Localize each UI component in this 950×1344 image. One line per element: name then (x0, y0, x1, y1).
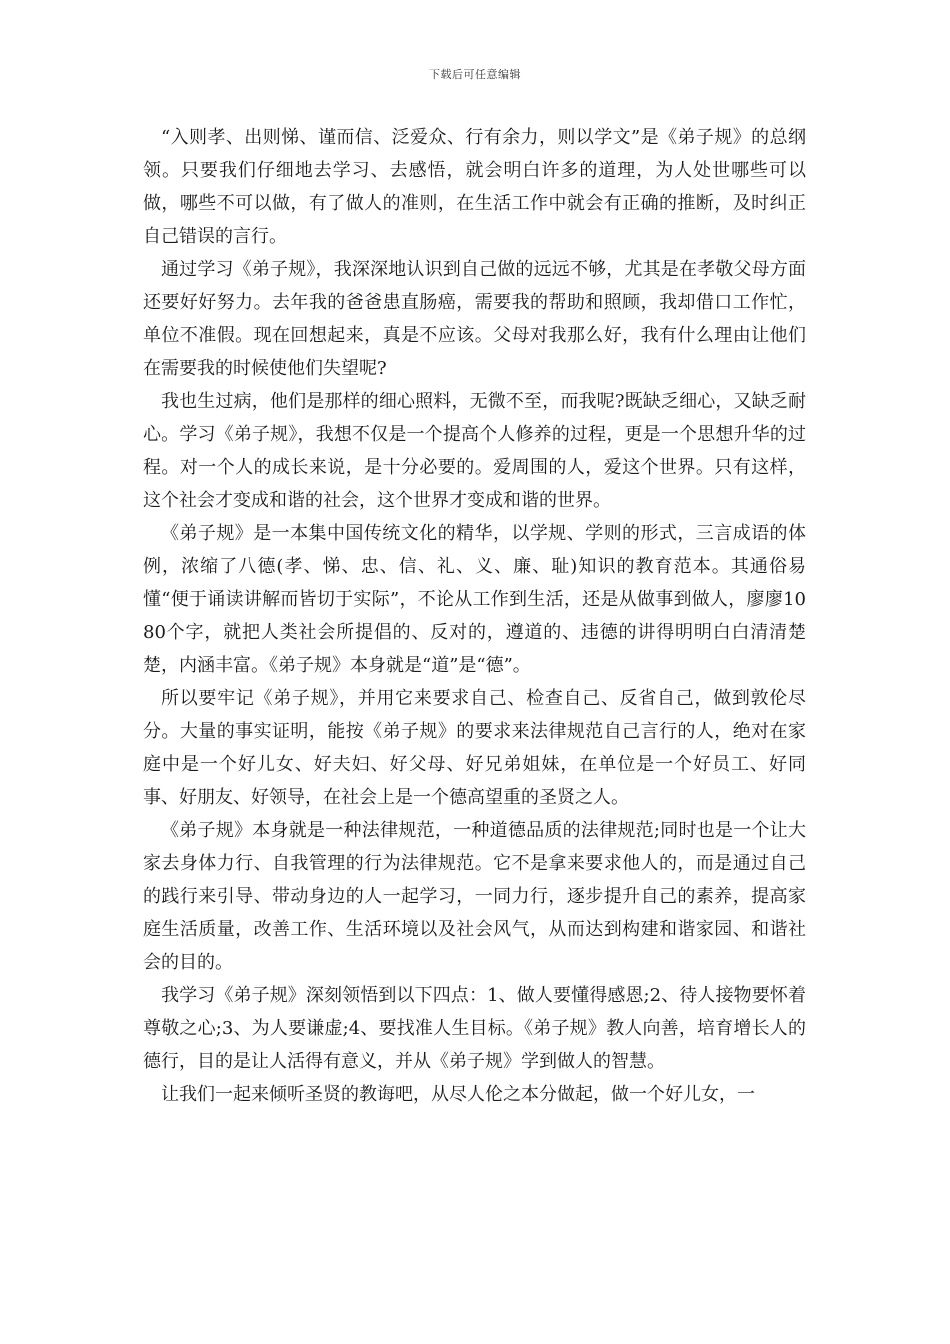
paragraph-6: 《弟子规》本身就是一种法律规范，一种道德品质的法律规范;同时也是一个让大家去身体力行、自我管理的行为法律规范。它不是拿来要求他人的，而是通过自己的践行来引导、带动身边的人一起学习，一同力行，逐步提升自己的素养，提高家庭生活质量，改善工作、生活环境以及社会风气，从而达到构建和谐家园、和谐社会的目的。 (143, 820, 806, 973)
paragraph-7: 我学习《弟子规》深刻领悟到以下四点：1、做人要懂得感恩;2、待人接物要怀着尊敬之心;3、为人要谦虚;4、要找准人生目标。《弟子规》教人向善，培育增长人的德行，目的是让人活得有意义，并从《弟子规》学到做人的智慧。 (143, 985, 806, 1072)
paragraph-4: 《弟子规》是一本集中国传统文化的精华，以学规、学则的形式，三言成语的体例，浓缩了八德(孝、悌、忠、信、礼、义、廉、耻)知识的教育范本。其通俗易懂“便于诵读讲解而皆切于实际”，不论从工作到生活，还是从做事到做人，廖廖1080个字，就把人类社会所提倡的、反对的，遵道的、违德的讲得明明白白清清楚楚，内涵丰富。《弟子规》本身就是“道”是“德”。 (143, 523, 806, 676)
paragraph-2: 通过学习《弟子规》，我深深地认识到自己做的远远不够，尤其是在孝敬父母方面还要好好努力。去年我的爸爸患直肠癌，需要我的帮助和照顾，我却借口工作忙，单位不准假。现在回想起来，真是不应该。父母对我那么好，我有什么理由让他们在需要我的时候使他们失望呢? (143, 259, 806, 379)
page-header-note: 下载后可任意编辑 (429, 68, 521, 81)
paragraph-8: 让我们一起来倾听圣贤的教诲吧，从尽人伦之本分做起，做一个好儿女，一 (161, 1084, 755, 1105)
document-body (143, 121, 806, 1111)
paragraph-3: 我也生过病，他们是那样的细心照料，无微不至，而我呢?既缺乏细心，又缺乏耐心。学习《弟子规》，我想不仅是一个提高个人修养的过程，更是一个思想升华的过程。对一个人的成长来说，是十分必要的。爱周围的人，爱这个世界。只有这样，这个社会才变成和谐的社会，这个世界才变成和谐的世界。 (143, 391, 806, 511)
paragraph-5: 所以要牢记《弟子规》，并用它来要求自己、检查自己、反省自己，做到敦伦尽分。大量的事实证明，能按《弟子规》的要求来法律规范自己言行的人，绝对在家庭中是一个好儿女、好夫妇、好父母、好兄弟姐妹，在单位是一个好员工、好同事、好朋友、好领导，在社会上是一个德高望重的圣贤之人。 (143, 688, 806, 808)
paragraph-1: “入则孝、出则悌、谨而信、泛爱众、行有余力，则以学文”是《弟子规》的总纲领。只要我们仔细地去学习、去感悟，就会明白许多的道理，为人处世哪些可以做，哪些不可以做，有了做人的准则，在生活工作中就会有正确的推断，及时纠正自己错误的言行。 (143, 127, 806, 247)
